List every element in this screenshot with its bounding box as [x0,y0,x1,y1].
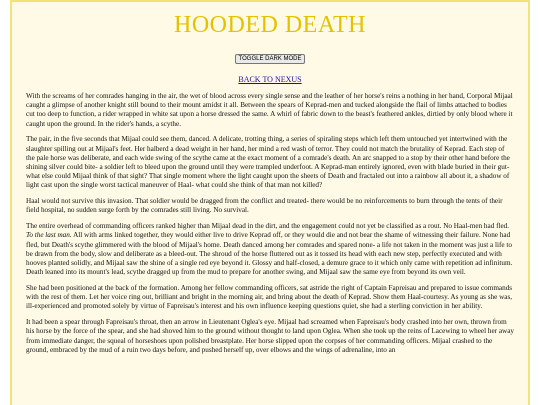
back-to-nexus-link[interactable]: BACK TO NEXUS [238,75,302,84]
story-paragraph-2: The pair, in the five seconds that Mijaal could see them, danced. A delicate, trotting thing, a series of spiraling steps which left them untouched yet intertwined with the slaughter spilling out at Mijaal's feet. Her halberd a dead weight in her hand, her mind a red wash of terror. They could not match the brutality of Keprad. Each step of the pale horse was deliberate, and each wide swing of the scythe came at the exact moment of a comrade's death. An arc snapped to a stop by their other hand before the shining silver could bite- a soldier left to bleed upon the ground until they were trampled underfoot. A Keprad-man entirely ignored, even with blade buried in their gut- what else could Mijaal think of that sight? That single moment where the light caught upon the sheets of Death and fractaled out into a rainbow all about it, a shadow of light cast upon the single worst tactical maneuver of Haal- what could she think of that man not killed? [26,135,510,190]
story-paragraph-4-start: The entire overhead of commanding officers ranked higher than Mijaal dead in the dirt, and the engagement could not yet be classified as a rout. No Haal-men had fled. [26,222,510,231]
story-paragraph-3: Haal would not survive this invasion. That soldier would be dragged from the conflict and treated- there would be no reinforcements to burn through the tents of their field hospital, no sudden surge forth by the comrades still living. No survival. [26,197,503,215]
story-paragraph-4 [26,222,514,277]
page-title: HOODED DEATH [174,12,366,38]
story-body [26,92,514,355]
story-paragraph-1: With the screams of her comrades hanging in the air, the wet of blood across every single sense and the leather of her horse's reins a nothing in her hand, Corporal Mijaal caught a glimpse of another knight still bound to their mount amidst it all. Between the spears of Keprad-men and tucked alongside the flail of limbs attached to bodies cut too deep to function, a rider wrapped in white sat upon a horse dressed the same. A whirl of fabric down to the beast's feathered ankles, dirtied by only blood where it caught upon the ground. In the rider's hands, a scythe. [26,92,513,128]
page-container [10,0,530,405]
story-paragraph-6: It had been a spear through Fapreisau's throat, then an arrow in Lieutenant Oglea's eye. Mijaal had screamed when Fapreisau's body crashed into her own, thrown from his horse by the force of the spear, and she had shoved him to the ground without thought to land upon Oglea. When she took up the reins of Lacewing to wheel her away from immediate danger, the squeal of horseshoes upon polished breastplate. Her horse slipped upon the corpses of her commanding officers. Mijaal crashed to the ground, embraced by the mud of a ruin two days before, and pushed herself up, over elbows and the wings of adrenaline, into an [26,318,515,354]
story-paragraph-4-end: All with arms linked together, they would either live to drive Keprad off, or they would die and not bear the shame of witnessing their failure. None had fled, but Death's scythe glimmered with the blood of Mijaal's home. Death danced among her comrades and spared none- a life not taken in the moment was just a life to be drawn from the body, slow and deliberate as a bleed-out. The shroud of the horse fluttered out as it tossed its head with each new step, perfectly executed and with hooves planted solidly, and Mijaal saw the shine of a single red eye beyond it. Glossy and half-closed, a demure grace to it which only came with repetition ad infinitum. Death leaned into its mount's lead, scythe dragged up from the mud to prepare for another swing, and Mijaal saw the same eye from beyond its own veil. [26,231,513,277]
story-paragraph-5: She had been positioned at the back of the formation. Among her fellow commanding officers, sat astride the right of Captain Fapreisau and prepared to issue commands with the rest of them. Let her voice ring out, brilliant and bright in the morning air, and bring about the death of Keprad. Show them Haal-courtesy. As young as she was, ill-experienced and promoted solely by virtue of Fapreisau's interest and his own influence keeping questions quiet, she had a sterling conviction in her ability. [26,283,513,311]
story-emphasis: To the last man. [26,231,72,240]
toggle-container [12,47,528,65]
toggle-dark-mode-button[interactable]: TOGGLE DARK MODE [235,54,306,64]
